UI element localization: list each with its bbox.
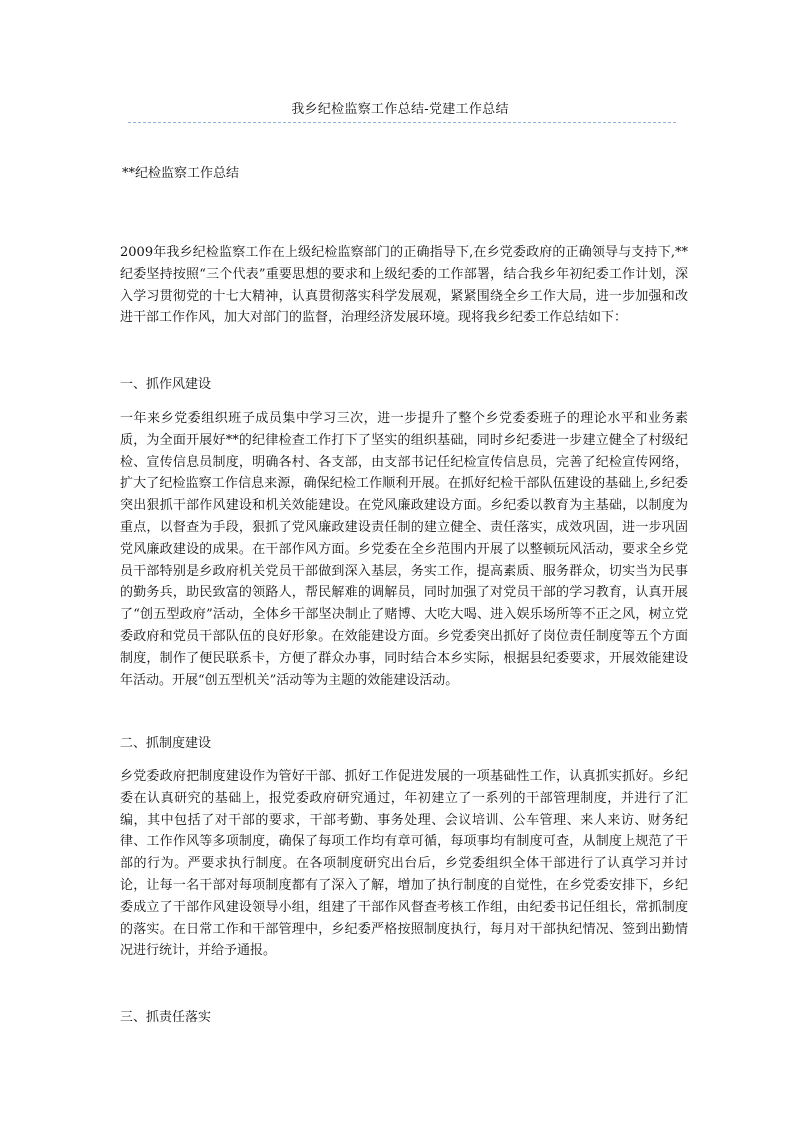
section-body-2: 乡党委政府把制度建设作为管好干部、抓好工作促进发展的一项基础性工作，认真抓实抓好。乡纪委在认真研究的基础上，报党委政府研究通过，年初建立了一系列的干部管理制度，并进行了汇编，其中包括了对干部的要求，干部考勤、事务处理、会议培训、公车管理、来人来访、财务纪律、工作作风等多项制度，确保了每项工作均有章可循，每项事均有制度可查，从制度上规范了干部的行为。严要求执行制度。在各项制度研究出台后，乡党委组织全体干部进行了认真学习并讨论，让每一名干部对每项制度都有了深入了解，增加了执行制度的自觉性，在乡党委安排下，乡纪委成立了干部作风建设领导小组，组建了干部作风督查考核工作组，由纪委书记任组长，常抓制度的落实。在日常工作和干部管理中，乡纪委严格按照制度执行，每月对干部执纪情况、签到出勤情况进行统计，并给予通报。 bbox=[120, 769, 688, 959]
document-subtitle: **纪检监察工作总结 bbox=[122, 166, 240, 181]
section-heading-3: 三、抓责任落实 bbox=[120, 1010, 212, 1025]
intro-paragraph: 2009年我乡纪检监察工作在上级纪检监察部门的正确指导下,在乡党委政府的正确领导与支持下,**纪委坚持按照“三个代表”重要思想的要求和上级纪委的工作部署，结合我乡年初纪委工作计划，深入学习贯彻党的十七大精神，认真贯彻落实科学发展观，紧紧围绕全乡工作大局，进一步加强和改进干部工作作风，加大对部门的监督，治理经济发展环境。现将我乡纪委工作总结如下： bbox=[120, 245, 688, 326]
section-heading-2: 二、抓制度建设 bbox=[120, 736, 212, 751]
document-title: 我乡纪检监察工作总结-党建工作总结 bbox=[291, 102, 509, 117]
section-body-1: 一年来乡党委组织班子成员集中学习三次，进一步提升了整个乡党委委班子的理论水平和业务素质，为全面开展好**的纪律检查工作打下了坚实的组织基础，同时乡纪委进一步建立健全了村级纪检、宣传信息员制度，明确各村、各支部，由支部书记任纪检宣传信息员，完善了纪检宣传网络，扩大了纪检监察工作信息来源，确保纪检工作顺利开展。在抓好纪检干部队伍建设的基础上,乡纪委突出狠抓干部作风建设和机关效能建设。在党风廉政建设方面。乡纪委以教育为主基础，以制度为重点，以督查为手段，狠抓了党风廉政建设责任制的建立健全、责任落实，成效巩固，进一步巩固党风廉政建设的成果。在干部作风方面。乡党委在全乡范围内开展了以整顿玩风活动，要求全乡党员干部特别是乡政府机关党员干部做到深入基层，务实工作，提高素质、服务群众，切实当为民事的勤务兵，助民致富的领路人，帮民解难的调解员，同时加强了对党员干部的学习教育，认真开展了“创五型政府”活动，全体乡干部坚决制止了赌博、大吃大喝、进入娱乐场所等不正之风，树立党委政府和党员干部队伍的良好形象。在效能建设方面。乡党委突出抓好了岗位责任制度等五个方面制度，制作了便民联系卡，方便了群众办事，同时结合本乡实际，根据县纪委要求，开展效能建设年活动。开展“创五型机关”活动等为主题的效能建设活动。 bbox=[120, 411, 688, 688]
title-divider bbox=[128, 122, 676, 123]
section-heading-1: 一、抓作风建设 bbox=[120, 377, 212, 392]
